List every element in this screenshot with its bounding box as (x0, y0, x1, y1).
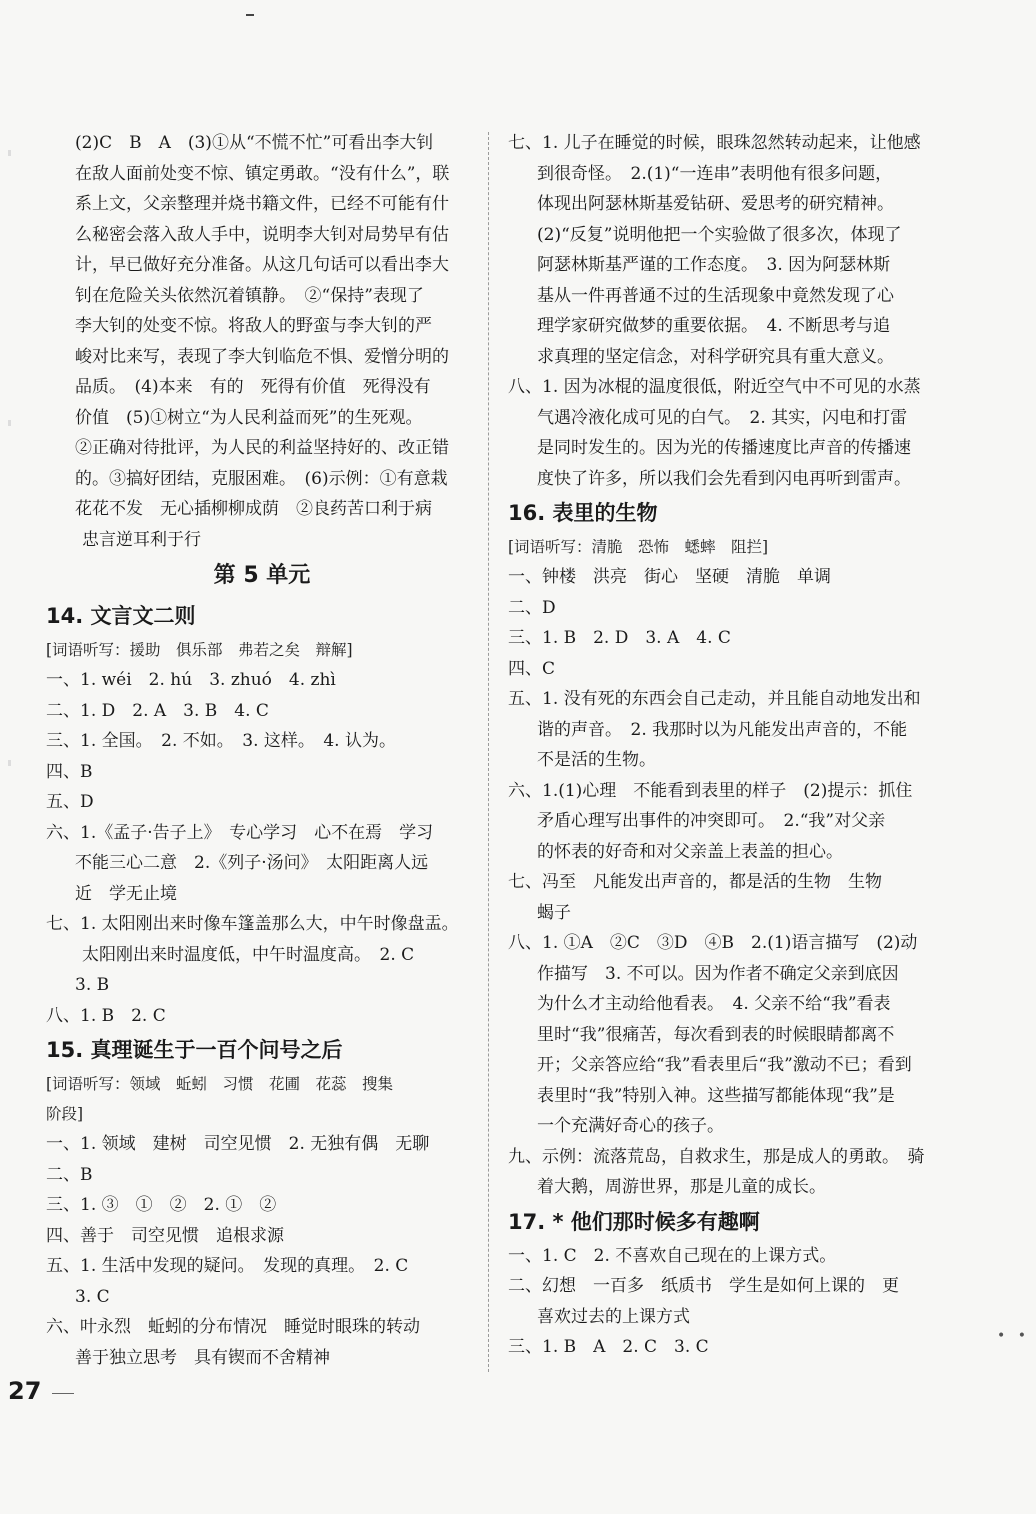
answer-line: 矛盾心理写出事件的冲突即可。 2.“我”对父亲 (537, 811, 886, 831)
answer-line: 三、1. B A 2. C 3. C (508, 1337, 709, 1357)
answer-line: 作描写 3. 不可以。因为作者不确定父亲到底因 (537, 963, 899, 984)
answer-line: 九、示例：流落荒岛，自救求生，那是成人的勇敢。 骑 (508, 1146, 925, 1167)
answer-line: 喜欢过去的上课方式 (537, 1306, 690, 1327)
answer-line: 二、幻想 一百多 纸质书 学生是如何上课的 更 (508, 1276, 899, 1296)
answer-line: 太阳刚出来时温度低，中午时温度高。 2. C (82, 944, 415, 965)
answer-line: 三、1. B 2. D 3. A 4. C (508, 628, 731, 648)
margin-mark (8, 420, 11, 426)
lesson-title: 16. 表里的生物 (508, 501, 658, 525)
answer-line: 蝎子 (537, 902, 571, 923)
column-divider (488, 132, 489, 1372)
answer-line: 到很奇怪。 2.(1)“一连串”表明他有很多问题， (537, 163, 893, 184)
answer-line: 六、叶永烈 蚯蚓的分布情况 睡觉时眼珠的转动 (46, 1317, 420, 1337)
answer-line: 不能三心二意 2.《列子·汤问》 太阳距离人远 (75, 853, 429, 873)
answer-line: 近 学无止境 (75, 883, 177, 904)
answer-line: 八、1. 因为冰棍的温度很低，附近空气中不可见的水蒸 (508, 377, 921, 397)
answer-line: 五、1. 生活中发现的疑问。 发现的真理。 2. C (46, 1256, 409, 1276)
answer-line: (2)“反复”说明他把一个实验做了很多次，体现了 (537, 224, 902, 245)
margin-mark (8, 760, 11, 766)
answer-line: 是同时发生的。因为光的传播速度比声音的传播速 (537, 438, 911, 458)
answer-line: 理学家研究做梦的重要依据。 4. 不断思考与追 (537, 316, 891, 336)
page-number: 27 (8, 1377, 42, 1405)
answer-line: 四、善于 司空见惯 追根求源 (46, 1225, 284, 1246)
page-dash (52, 1393, 74, 1394)
answer-line: 四、B (46, 761, 93, 782)
answer-line: 开；父亲答应给“我”看表里后“我”激动不已；看到 (537, 1055, 912, 1075)
answer-line: 在敌人面前处变不惊、镇定勇敢。“没有什么”，联 (75, 163, 450, 184)
margin-mark (8, 150, 11, 156)
dictation-line: [词语听写：领域 蚯蚓 习惯 花圃 花蕊 搜集 (46, 1075, 394, 1093)
answer-line: 忠言逆耳利于行 (82, 529, 201, 550)
answer-line: 五、1. 没有死的东西会自己走动，并且能自动地发出和 (508, 689, 921, 709)
answer-line: 度快了许多，所以我们会先看到闪电再听到雷声。 (537, 468, 911, 489)
answer-line: 七、1. 儿子在睡觉的时候，眼珠忽然转动起来，让他感 (508, 133, 921, 153)
answer-line: 三、1. 全国。 2. 不如。 3. 这样。 4. 认为。 (46, 731, 396, 751)
answer-line: 六、1.《孟子·告子上》 专心学习 心不在焉 学习 (46, 822, 434, 843)
answer-line: 阿瑟林斯基严谨的工作态度。 3. 因为阿瑟林斯 (537, 255, 891, 275)
answer-line: 七、冯至 凡能发出声音的，都是活的生物 生物 (508, 872, 882, 892)
lesson-title: 15. 真理诞生于一百个问号之后 (46, 1038, 343, 1062)
answer-line: 计，早已做好充分准备。从这几句话可以看出李大 (75, 255, 449, 275)
answer-line: 七、1. 太阳刚出来时像车篷盖那么大，中午时像盘盂。 (46, 914, 459, 934)
answer-line: 六、1.(1)心理 不能看到表里的样子 (2)提示：抓住 (508, 780, 913, 801)
answer-line: 基从一件再普通不过的生活现象中竟然发现了心 (537, 285, 894, 306)
answer-line: 三、1. ③ ① ② 2. ① ② (46, 1195, 277, 1215)
answer-line: 系上文，父亲整理并烧书籍文件，已经不可能有什 (75, 194, 449, 214)
answer-line: 花花不发 无心插柳柳成荫 ②良药苦口利于病 (75, 499, 432, 519)
answer-line: 气遇冷液化成可见的白气。 2. 其实，闪电和打雷 (537, 407, 908, 428)
lesson-title: 17. * 他们那时候多有趣啊 (508, 1209, 760, 1234)
edge-dots: • • (997, 1328, 1030, 1344)
left-column (46, 128, 478, 1373)
answer-line: 善于独立思考 具有锲而不舍精神 (75, 1347, 330, 1368)
answer-line: 为什么才主动给他看表。 4. 父亲不给“我”看表 (537, 994, 891, 1014)
answer-line: 着大鹅，周游世界，那是儿童的成长。 (537, 1177, 826, 1197)
answer-line: 体现出阿瑟林斯基爱钻研、爱思考的研究精神。 (537, 194, 894, 214)
answer-line: 四、C (508, 658, 556, 679)
answer-line: 一、钟楼 洪亮 街心 坚硬 清脆 单调 (508, 567, 831, 587)
answer-line: 二、1. D 2. A 3. B 4. C (46, 700, 269, 721)
answer-line: 求真理的坚定信念，对科学研究具有重大意义。 (537, 346, 894, 367)
dictation-line: [词语听写：清脆 恐怖 蟋蟀 阻拦] (508, 538, 769, 556)
answer-line: 里时“我”很痛苦，每次看到表的时候眼睛都离不 (537, 1024, 895, 1045)
lesson-title: 14. 文言文二则 (46, 604, 196, 628)
answer-line: 八、1. ①A ②C ③D ④B 2.(1)语言描写 (2)动 (508, 933, 918, 953)
answer-line: 表里时“我”特别入神。这些描写都能体现“我”是 (537, 1085, 895, 1106)
unit-title: 第 5 单元 (213, 563, 311, 588)
answer-line: 3. B (75, 975, 110, 995)
answer-line: 二、D (508, 597, 556, 618)
answer-line: 谐的声音。 2. 我那时以为凡能发出声音的，不能 (537, 719, 908, 740)
answer-line: 钊在危险关头依然沉着镇静。 ②“保持”表现了 (75, 285, 424, 306)
answer-line: 八、1. B 2. C (46, 1005, 166, 1026)
answer-line: 一、1. wéi 2. hú 3. zhuó 4. zhì (46, 670, 336, 690)
answer-line: 品质。 (4)本来 有的 死得有价值 死得没有 (75, 377, 431, 397)
answer-line: 3. C (75, 1286, 110, 1307)
answer-line: 一、1. 领域 建树 司空见惯 2. 无独有偶 无聊 (46, 1134, 430, 1154)
answer-line: 的。③搞好团结，克服困难。 (6)示例：①有意栽 (75, 468, 448, 489)
answer-line: 不是活的生物。 (537, 750, 656, 770)
answer-line: 一、1. C 2. 不喜欢自己现在的上课方式。 (508, 1245, 837, 1266)
top-mark (246, 14, 254, 16)
answer-line: ②正确对待批评，为人民的利益坚持好的、改正错 (75, 438, 449, 458)
answer-line: 的怀表的好奇和对父亲盖上表盖的担心。 (537, 841, 843, 862)
answer-line: 二、B (46, 1164, 93, 1185)
answer-line: 峻对比来写，表现了李大钊临危不惧、爱憎分明的 (75, 346, 449, 367)
answer-line: (2)C B A (3)①从“不慌不忙”可看出李大钊 (75, 133, 434, 153)
answer-line: 李大钊的处变不惊。将敌人的野蛮与李大钊的严 (75, 316, 432, 336)
answer-line: 价值 (5)①树立“为人民利益而死”的生死观。 (75, 407, 423, 428)
answer-line: 五、D (46, 792, 94, 812)
dictation-line: [词语听写：援助 俱乐部 弗若之矣 辩解] (46, 641, 353, 659)
answer-line: 么秘密会落入敌人手中，说明李大钊对局势早有估 (75, 224, 449, 245)
dictation-line: 阶段] (46, 1105, 84, 1123)
answer-line: 一个充满好奇心的孩子。 (537, 1116, 724, 1136)
right-column (508, 128, 933, 1363)
